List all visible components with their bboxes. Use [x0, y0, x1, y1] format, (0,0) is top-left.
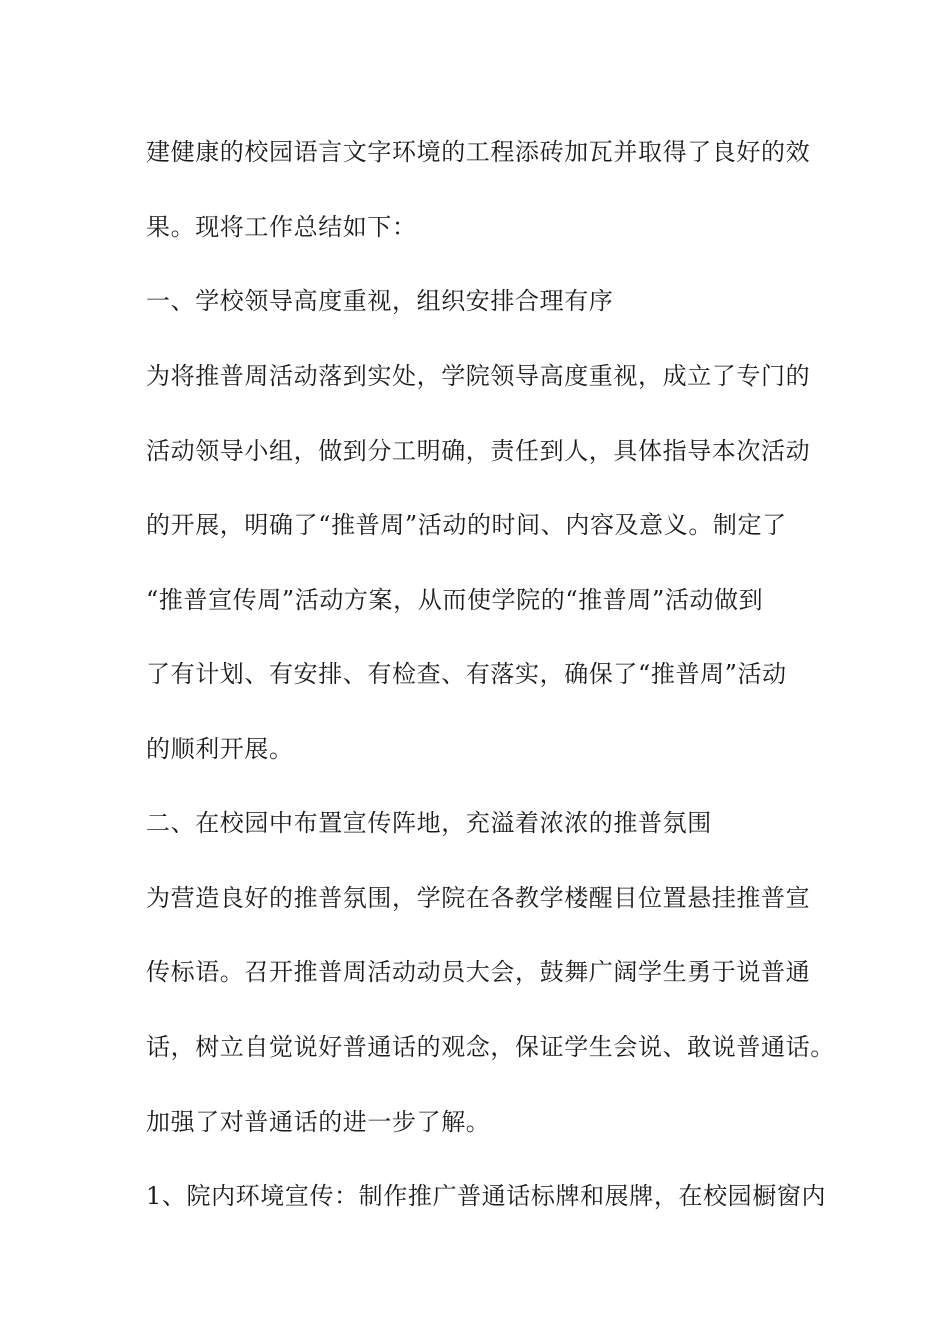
text-line: 加强了对普通话的进一步了解。: [146, 1108, 491, 1136]
text-line: 传标语。召开推普周活动动员大会，鼓舞广阔学生勇于说普通: [146, 958, 811, 986]
text-line: 的顺利开展。: [146, 735, 294, 763]
text-line: 为营造良好的推普氛围，学院在各教学楼醒目位置悬挂推普宣: [146, 884, 811, 912]
text-line: 为将推普周活动落到实处，学院领导高度重视，成立了专门的: [146, 362, 811, 390]
section-heading: 二、在校园中布置宣传阵地，充溢着浓浓的推普氛围: [146, 809, 712, 837]
text-line: 建健康的校园语言文字环境的工程添砖加瓦并取得了良好的效: [146, 138, 811, 166]
section-heading: 一、学校领导高度重视，组织安排合理有序: [146, 287, 614, 315]
text-line: 了有计划、有安排、有检查、有落实，确保了“推普周”活动: [146, 660, 787, 688]
list-item: 1、院内环境宣传：制作推广普通话标牌和展牌，在校园橱窗内: [146, 1182, 827, 1210]
text-line: 果。现将工作总结如下：: [146, 213, 417, 241]
text-line: 话，树立自觉说好普通话的观念，保证学生会说、敢说普通话。: [146, 1033, 835, 1061]
text-line: “推普宣传周”活动方案，从而使学院的“推普周”活动做到: [146, 586, 764, 614]
text-line: 活动领导小组，做到分工明确，责任到人，具体指导本次活动: [146, 437, 811, 465]
text-line: 的开展，明确了“推普周”活动的时间、内容及意义。制定了: [146, 511, 787, 539]
